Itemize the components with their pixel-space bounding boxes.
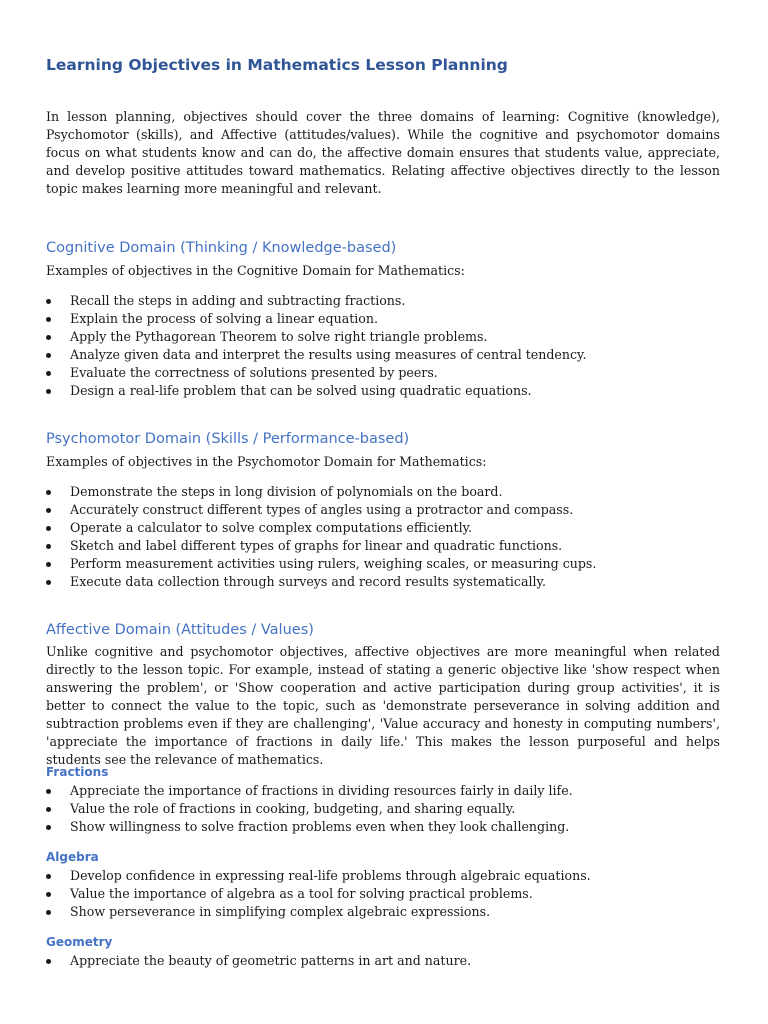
list-item: Perform measurement activities using rulers, weighing scales, or measuring cups. <box>46 555 726 573</box>
document-title: Learning Objectives in Mathematics Lesson Planning <box>46 56 508 74</box>
list-item: Recall the steps in adding and subtracting fractions. <box>46 292 726 310</box>
list-item: Appreciate the importance of fractions in dividing resources fairly in daily life. <box>46 782 726 800</box>
cognitive-intro: Examples of objectives in the Cognitive Domain for Mathematics: <box>46 263 465 278</box>
list-item: Analyze given data and interpret the results using measures of central tendency. <box>46 346 726 364</box>
cognitive-heading: Cognitive Domain (Thinking / Knowledge-based) <box>46 240 397 256</box>
algebra-list <box>46 867 726 921</box>
affective-heading: Affective Domain (Attitudes / Values) <box>46 622 314 638</box>
list-item: Demonstrate the steps in long division of polynomials on the board. <box>46 483 726 501</box>
list-item: Appreciate the beauty of geometric patterns in art and nature. <box>46 952 726 970</box>
list-item: Apply the Pythagorean Theorem to solve right triangle problems. <box>46 328 726 346</box>
list-item: Evaluate the correctness of solutions presented by peers. <box>46 364 726 382</box>
list-item: Design a real-life problem that can be solved using quadratic equations. <box>46 382 726 400</box>
list-item: Accurately construct different types of angles using a protractor and compass. <box>46 501 726 519</box>
fractions-list <box>46 782 726 836</box>
algebra-heading: Algebra <box>46 850 99 864</box>
list-item: Show perseverance in simplifying complex algebraic expressions. <box>46 903 726 921</box>
psychomotor-heading: Psychomotor Domain (Skills / Performance-based) <box>46 431 410 447</box>
psychomotor-intro: Examples of objectives in the Psychomotor Domain for Mathematics: <box>46 454 487 469</box>
list-item: Operate a calculator to solve complex computations efficiently. <box>46 519 726 537</box>
list-item: Develop confidence in expressing real-life problems through algebraic equations. <box>46 867 726 885</box>
list-item: Sketch and label different types of graphs for linear and quadratic functions. <box>46 537 726 555</box>
list-item: Value the role of fractions in cooking, budgeting, and sharing equally. <box>46 800 726 818</box>
psychomotor-list <box>46 483 726 591</box>
cognitive-list <box>46 292 726 400</box>
list-item: Value the importance of algebra as a tool for solving practical problems. <box>46 885 726 903</box>
fractions-heading: Fractions <box>46 765 109 779</box>
geometry-heading: Geometry <box>46 935 113 949</box>
list-item: Execute data collection through surveys and record results systematically. <box>46 573 726 591</box>
list-item: Show willingness to solve fraction problems even when they look challenging. <box>46 818 726 836</box>
list-item: Explain the process of solving a linear equation. <box>46 310 726 328</box>
intro-paragraph: In lesson planning, objectives should cover the three domains of learning: Cognitive (knowledge), Psychomotor (skills), and Affective (attitudes/values). While the cognitive and psychomotor domains focus on what students know and can do, the affective domain ensures that students value, appreciate, and develop positive attitudes toward mathematics. Relating affective objectives directly to the lesson topic makes learning more meaningful and relevant. <box>46 109 720 196</box>
affective-paragraph: Unlike cognitive and psychomotor objectives, affective objectives are more meaningful when related directly to the lesson topic. For example, instead of stating a generic objective like 'show respect when answering the problem', or 'Show cooperation and active participation during group activities', it is better to connect the value to the topic, such as 'demonstrate perseverance in solving addition and subtraction problems even if they are challenging', 'Value accuracy and honesty in computing numbers', 'appreciate the importance of fractions in daily life.' This makes the lesson purposeful and helps students see the relevance of mathematics. <box>46 644 720 767</box>
geometry-list <box>46 952 726 970</box>
